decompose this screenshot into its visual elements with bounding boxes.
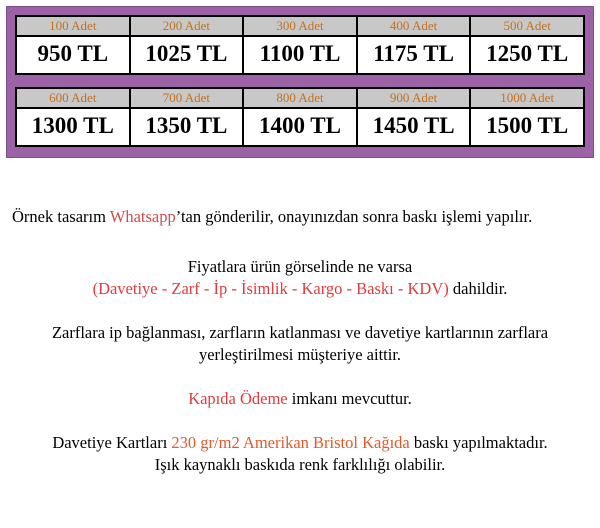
- price-value: 950 TL: [37, 41, 109, 66]
- included-items-highlight: (Davetiye - Zarf - İp - İsimlik - Kargo - Baskı - KDV): [92, 279, 449, 298]
- price-cell: [471, 17, 583, 73]
- page-root: [0, 6, 600, 528]
- price-cell: [131, 89, 245, 145]
- paper-type-highlight: 230 gr/m2 Amerikan Bristol Kağıda: [171, 433, 410, 452]
- price-value: 1450 TL: [372, 113, 455, 138]
- quantity-label: 800 Adet: [244, 89, 356, 109]
- quantity-label: 600 Adet: [17, 89, 129, 109]
- note-cash-on-delivery: [8, 388, 592, 410]
- note-text: dahildir.: [448, 279, 508, 298]
- price-cell: [471, 89, 583, 145]
- price-value: 1100 TL: [259, 41, 341, 66]
- note-text: imkanı mevcuttur.: [287, 389, 412, 408]
- note-included-items: [8, 256, 592, 300]
- notes-section: [0, 206, 600, 476]
- price-cell: [17, 89, 131, 145]
- cash-on-delivery-highlight: Kapıda Ödeme: [188, 389, 288, 408]
- price-cell: [358, 17, 472, 73]
- quantity-label: 400 Adet: [358, 17, 470, 37]
- price-value: 1300 TL: [31, 113, 114, 138]
- price-cell: [17, 17, 131, 73]
- price-table: [6, 6, 594, 158]
- quantity-label: 1000 Adet: [471, 89, 583, 109]
- price-value: 1500 TL: [486, 113, 569, 138]
- note-text: yerleştirilmesi müşteriye aittir.: [198, 345, 402, 364]
- price-row: [15, 15, 585, 75]
- price-value: 1350 TL: [145, 113, 228, 138]
- note-sample-design: [8, 206, 592, 228]
- note-text: Fiyatlara ürün görselinde ne varsa: [187, 257, 413, 276]
- whatsapp-highlight: Whatsapp: [109, 207, 176, 226]
- note-text: Örnek tasarım: [12, 207, 110, 226]
- quantity-label: 300 Adet: [244, 17, 356, 37]
- quantity-label: 200 Adet: [131, 17, 243, 37]
- note-text: Davetiye Kartları: [52, 433, 172, 452]
- price-value: 1250 TL: [486, 41, 569, 66]
- note-text: baskı yapılmaktadır.: [409, 433, 548, 452]
- price-cell: [131, 17, 245, 73]
- note-paper-type: [8, 432, 592, 476]
- price-row: [15, 87, 585, 147]
- quantity-label: 100 Adet: [17, 17, 129, 37]
- quantity-label: 900 Adet: [358, 89, 470, 109]
- note-text: Zarflara ip bağlanması, zarfların katlanması ve davetiye kartlarının zarflara: [51, 323, 549, 342]
- price-value: 1175 TL: [373, 41, 454, 66]
- price-value: 1400 TL: [258, 113, 341, 138]
- quantity-label: 700 Adet: [131, 89, 243, 109]
- note-customer-responsibility: [8, 322, 592, 366]
- price-cell: [358, 89, 472, 145]
- quantity-label: 500 Adet: [471, 17, 583, 37]
- price-value: 1025 TL: [145, 41, 228, 66]
- note-text: Işık kaynaklı baskıda renk farklılığı olabilir.: [154, 455, 446, 474]
- note-text: ’tan gönderilir, onayınızdan sonra baskı işlemi yapılır.: [175, 207, 533, 226]
- price-cell: [244, 89, 358, 145]
- price-cell: [244, 17, 358, 73]
